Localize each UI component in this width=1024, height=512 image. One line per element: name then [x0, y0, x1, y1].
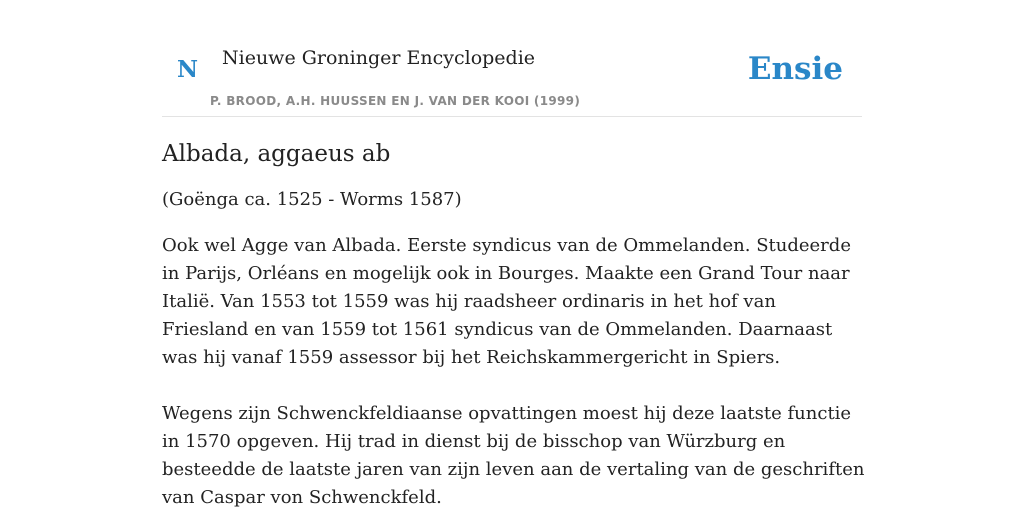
entry-paragraph: Wegens zijn Schwenckfeldiaanse opvattingen moest hij deze laatste functie in 1570 opgeven. Hij trad in dienst bij de bisschop van Würzburg en besteedde de laatste jaren van zijn leven aan de vertaling van de geschriften van Caspar von Schwenckfeld.	[162, 403, 865, 508]
entry-subtitle: (Goënga ca. 1525 - Worms 1587)	[162, 189, 462, 210]
ensie-logo-link[interactable]: Ensie	[747, 51, 843, 87]
source-authors: P. BROOD, A.H. HUUSSEN EN J. VAN DER KOOI (1999)	[210, 94, 581, 108]
source-header	[162, 0, 862, 117]
source-logo-letter[interactable]: N	[177, 56, 199, 83]
entry-title: Albada, aggaeus ab	[162, 141, 391, 167]
entry-paragraph: Ook wel Agge van Albada. Eerste syndicus van de Ommelanden. Studeerde in Parijs, Orléans en mogelijk ook in Bourges. Maakte een Grand Tour naar Italië. Van 1553 tot 1559 was hij raadsheer ordinaris in het hof van Friesland en van 1559 tot 1561 syndicus van de Ommelanden. Daarnaast was hij vanaf 1559 assessor bij het Reichskammergericht in Spiers.	[162, 235, 851, 368]
entry-content	[162, 136, 866, 512]
source-title-link[interactable]: Nieuwe Groninger Encyclopedie	[222, 47, 536, 69]
